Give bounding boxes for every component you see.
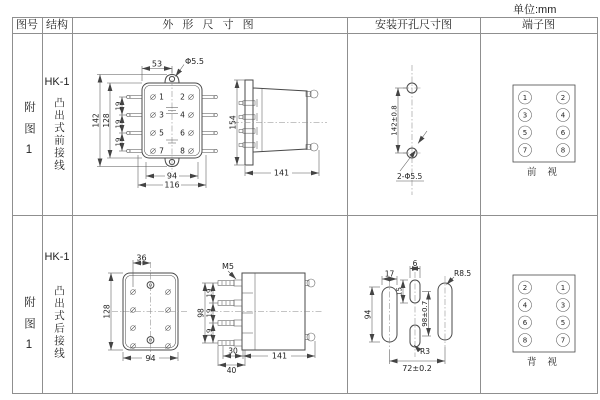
row2-rear-view: [102, 254, 189, 363]
dim-94: 94: [363, 309, 373, 320]
dim-30: 30: [228, 346, 238, 356]
header-install: 安装开孔尺寸图: [375, 19, 452, 31]
dim-hole-dia: Φ5.5: [185, 57, 205, 66]
terminal-no: 6: [522, 318, 528, 327]
row2-model: HK-1: [44, 251, 70, 263]
rear-pins: [218, 280, 253, 346]
mount-studs: [306, 90, 318, 151]
dim-142: 142: [91, 113, 101, 128]
row1-structure: 凸出式前接线: [53, 97, 65, 172]
terminal-no: 1: [560, 283, 566, 292]
row2-fig-no: 附图1: [23, 296, 35, 361]
header-divider: [12, 33, 598, 34]
terminal-no: 6: [560, 128, 566, 137]
dim-36: 36: [136, 253, 147, 263]
row2-side-view: [196, 262, 323, 375]
row1-front-view: [92, 57, 218, 190]
col-divider-1: [42, 17, 43, 394]
dim-98-tol: 98±0.7: [420, 300, 429, 327]
row1-terminal-diagram: [505, 75, 595, 185]
table-border-right: [597, 17, 598, 394]
terminal-no: 2: [180, 92, 185, 102]
header-outline: 外 形 尺 寸 图: [162, 19, 257, 31]
dim-19: 19: [114, 119, 123, 129]
dim-19: 19: [114, 101, 123, 111]
col-divider-4: [480, 17, 481, 394]
dim-15: 15: [395, 287, 404, 296]
row2-outline-drawing: [95, 245, 345, 395]
terminal-no: 5: [159, 128, 164, 138]
terminal-no: 2: [522, 283, 528, 292]
terminal-no: 3: [159, 110, 164, 120]
dim-r85: R8.5: [454, 269, 472, 278]
table-border-left: [12, 17, 13, 394]
dim-142-tol: 142±0.8: [390, 105, 399, 136]
row2-install-drawing: [360, 245, 475, 395]
row1-model: HK-1: [44, 76, 70, 88]
dim-40: 40: [226, 366, 237, 375]
dim-19: 19: [205, 328, 214, 338]
terminal-no: 7: [522, 146, 528, 155]
terminal-no: 5: [522, 128, 528, 137]
row-divider: [12, 215, 598, 216]
terminal-no: 4: [180, 110, 185, 120]
terminal-no: 5: [560, 318, 566, 327]
mount-studs: [305, 279, 315, 341]
row1-install-drawing: [360, 55, 475, 205]
terminal-no: 3: [522, 111, 528, 120]
dim-53: 53: [151, 59, 163, 69]
row2-terminal-diagram: [505, 265, 595, 375]
terminal-no: 2: [560, 93, 566, 102]
dim-94: 94: [166, 171, 178, 181]
dim-6: 6: [412, 259, 418, 268]
terminal-no: 6: [180, 128, 185, 138]
terminal-no: 8: [180, 146, 185, 156]
terminal-no: 4: [522, 301, 528, 310]
row2-structure: 凸出式后接线: [53, 285, 65, 360]
dim-98: 98: [196, 308, 206, 318]
hole-callout: 2-Φ5.5: [397, 172, 423, 181]
dim-94: 94: [145, 353, 156, 363]
dim-128: 128: [101, 113, 111, 128]
side-terminal-pins: [239, 99, 257, 149]
unit-label: 单位:mm: [513, 4, 557, 16]
header-terminal: 端子图: [522, 19, 555, 31]
dim-19: 19: [205, 308, 214, 318]
col-divider-3: [347, 17, 348, 394]
dim-141: 141: [271, 351, 288, 361]
terminal-no: 7: [159, 146, 164, 156]
view-caption: 背 视: [526, 357, 562, 368]
dim-128: 128: [102, 304, 112, 319]
dim-141: 141: [273, 168, 290, 178]
view-caption: 前 视: [526, 167, 562, 178]
terminal-no: 4: [560, 111, 566, 120]
header-structure: 结构: [46, 19, 68, 31]
dim-19: 19: [114, 137, 123, 147]
terminal-no: 8: [560, 146, 566, 155]
dim-m5: M5: [222, 262, 234, 271]
terminal-no: 1: [522, 93, 528, 102]
header-fig-no: 图号: [16, 19, 38, 31]
dim-19: 19: [205, 288, 214, 298]
row1-outline-drawing: [91, 55, 345, 205]
dim-116: 116: [164, 180, 180, 190]
dim-72-tol: 72±0.2: [402, 364, 432, 373]
terminal-no: 7: [560, 336, 566, 345]
row1-side-view: [228, 80, 327, 178]
col-divider-2: [72, 17, 73, 394]
dim-r3: R3: [420, 347, 430, 356]
terminal-no: 3: [560, 301, 566, 310]
dim-17: 17: [384, 269, 395, 279]
dim-154: 154: [228, 115, 238, 130]
row1-fig-no: 附图1: [23, 101, 35, 166]
terminal-no: 1: [159, 92, 164, 102]
terminal-no: 8: [522, 336, 528, 345]
